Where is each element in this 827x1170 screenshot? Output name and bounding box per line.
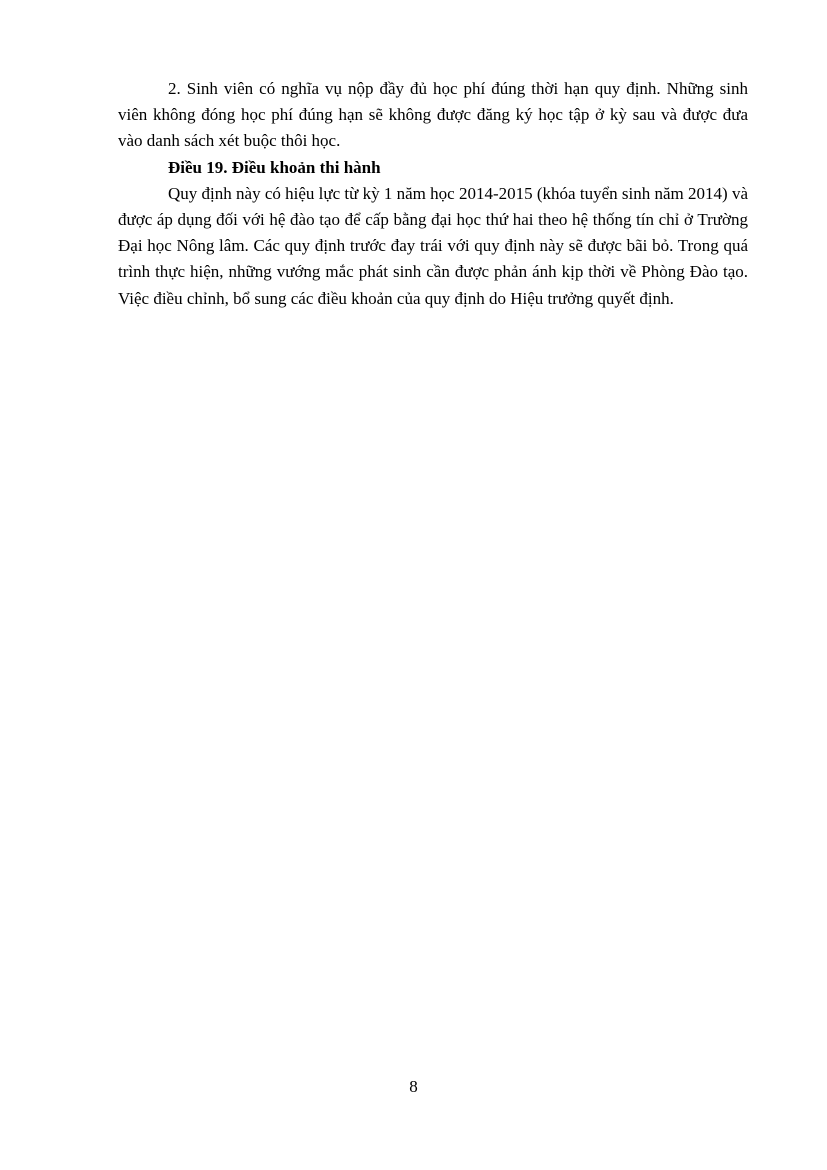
document-body	[118, 76, 748, 312]
page-number: 8	[409, 1077, 418, 1096]
paragraph-effective-provisions: Quy định này có hiệu lực từ kỳ 1 năm học 2014-2015 (khóa tuyển sinh năm 2014) và được áp dụng đối với hệ đào tạo để cấp bằng đại học thứ hai theo hệ thống tín chỉ ở Trường Đại học Nông lâm. Các quy định trước đay trái với quy định này sẽ được bãi bỏ. Trong quá trình thực hiện, những vướng mắc phát sinh cần được phản ánh kịp thời về Phòng Đào tạo. Việc điều chỉnh, bổ sung các điều khoản của quy định do Hiệu trưởng quyết định.	[118, 183, 748, 308]
article-19-heading: Điều 19. Điều khoản thi hành	[168, 157, 381, 177]
paragraph-tuition-obligation: 2. Sinh viên có nghĩa vụ nộp đầy đủ học phí đúng thời hạn quy định. Những sinh viên không đóng học phí đúng hạn sẽ không được đăng ký học tập ở kỳ sau và được đưa vào danh sách xét buộc thôi học.	[118, 79, 748, 151]
